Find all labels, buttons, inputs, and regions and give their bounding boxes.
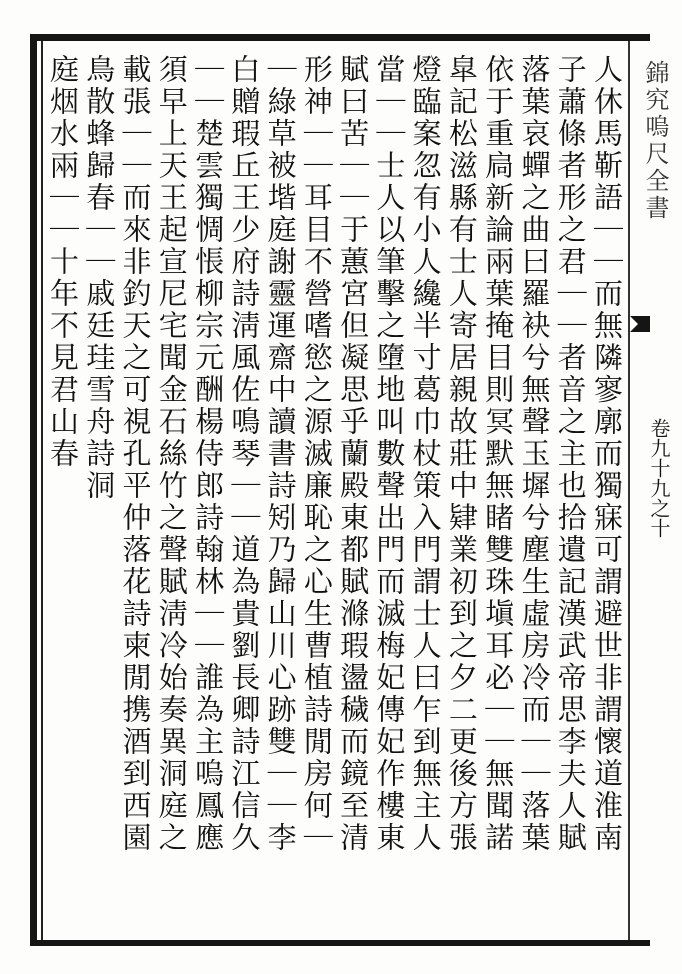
book-title-fragment: 錦究嗚尺全書: [641, 60, 669, 222]
text-column-6: 燈臨案忽有小人纔半寸葛巾杖策入門謂士人曰乍到無主人: [408, 54, 443, 854]
text-column-4: 依于重扃新論兩葉掩目則冥默無睹雙珠塡耳必｜｜無聞諾: [481, 54, 516, 854]
text-column-12: ｜｜楚雲獨惆悵柳宗元酬楊侍郎詩翰林｜｜誰為主嗚鳳應: [191, 54, 226, 854]
text-column-11: 白贈瑕丘王少府詩淸風佐鳴琴｜｜道為貴劉長卿詩江信久: [227, 54, 262, 854]
text-column-1: 人休馬靳語｜｜而無隣寥廓而獨寐可謂避世非謂懷道淮南: [590, 54, 624, 854]
frame-left-border: [30, 34, 37, 946]
fishtail-ornament: [630, 316, 650, 332]
text-column-9: 形神｜｜耳目不營嗜慾之源滅廉恥之心生曹植詩閒房何｜: [299, 54, 334, 854]
frame-inner-rule: [41, 41, 43, 940]
frame-bottom-border: [30, 940, 650, 946]
margin-rule: [628, 41, 630, 940]
juan-label: 卷九十九之十: [647, 418, 671, 538]
text-column-10: ｜綠草被堦庭謝靈運齋中讀書詩矧乃歸山川心跡雙｜｜李: [263, 54, 298, 854]
text-column-16: 庭烟水兩｜｜十年不見君山春: [46, 54, 80, 470]
text-column-14: 載張｜｜而來非釣天之可視孔平仲落花詩柬閒携酒到西園: [118, 54, 153, 854]
text-column-3: 落葉哀蟬之曲曰羅袂兮無聲玉墀兮塵生虛房冷而｜｜落葉: [517, 54, 552, 854]
text-column-13: 須早上天王起宣尼宅聞金石絲竹之聲賦淸冷始奏異洞庭之: [154, 54, 189, 854]
text-column-15: 鳥散蜂歸春｜｜戚廷珪雪舟詩洞: [82, 54, 117, 502]
text-column-2: 子蕭條者形之君｜｜者音之主也拾遺記漢武帝思李夫人賦: [553, 54, 588, 854]
text-column-7: 當｜｜士人以筆擊之墮地叫數聲出門而滅梅妃傳妃作樓東: [372, 54, 407, 854]
frame-top-border: [30, 34, 650, 41]
text-column-8: 賦曰苦｜｜于蕙宮但凝思乎蘭殿東都賦滌瑕盪穢而鏡至清: [336, 54, 371, 854]
text-column-5: 皐記松滋縣有士人寄居親故莊中肄業初到之夕二更後方張: [444, 54, 479, 854]
